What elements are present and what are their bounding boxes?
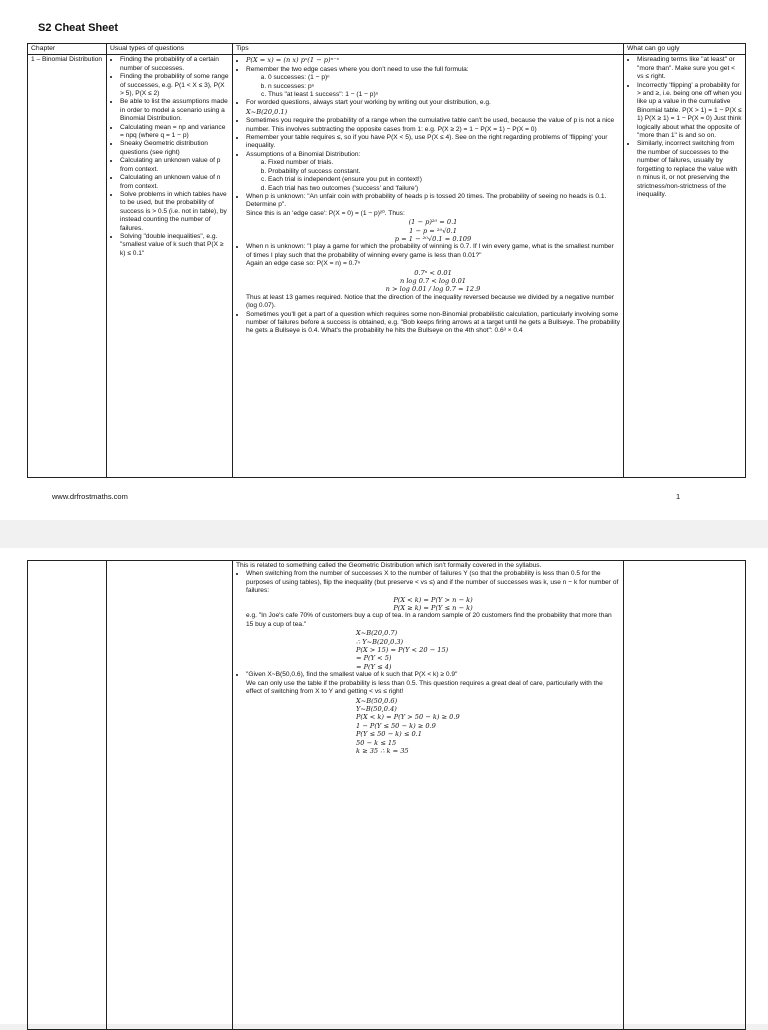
list-item: • Calculating an unknown value of n from context. [120, 174, 229, 191]
equation: P(X < k) = P(Y > 50 − k) ≥ 0.9 [356, 713, 460, 722]
header-ugly: What can go ugly [624, 44, 746, 55]
table-row [28, 561, 746, 1030]
list-item: • Calculating an unknown value of p from context. [120, 157, 229, 174]
list-item [246, 66, 620, 100]
geo-note: This is related to something called the Geometric Distribution which isn't formally covered in the syllabus. [236, 562, 542, 569]
tips-cell [233, 55, 624, 478]
page-number: 1 [676, 492, 681, 501]
list-item [246, 56, 620, 65]
worded-equation: X~B(20,0.1) [246, 107, 288, 116]
equation: p = 1 − ²⁰√0.1 = 0.109 [394, 234, 472, 243]
equation: X~B(20,0.7) [356, 629, 398, 638]
list-item: c. Each trial is independent (ensure you put in context!) [268, 176, 620, 184]
list-item: b. n successes: pⁿ [268, 83, 620, 91]
list-item: • Similarly, incorrect switching from the number of successes to the number of failures, usually by forgetting to replace the value with n minus it, or not preserving the strictness/non-strictness of the inequality. [637, 140, 742, 199]
worded-tip: For worded questions, always start your working by writing out your distribution, e.g. [246, 99, 491, 107]
list-item: • Sometimes you'll get a part of a question which requires some non-Binomial probabilistic calculation, particularly involving some number of failures before a success is obtained, e.g. "Bob keeps firing arrows at a target until he gets a Bullseye. The probability he gets a Bullseye is 0.4. What's the probability he hits the Bullseye on the 4th shot": 0.6³ × 0.4 [246, 311, 620, 336]
n-thus: Thus at least 13 games required. Notice that the direction of the inequality reversed because we divided by a negative number (log 0.07). [246, 293, 615, 310]
list-item [246, 570, 620, 671]
assumptions-intro: Assumptions of a Binomial Distribution: [246, 150, 361, 158]
cheat-sheet-table [27, 43, 746, 478]
list-item [246, 99, 620, 117]
equation: P(X < k) = P(Y > n − k) [393, 595, 473, 604]
ugly-cell [624, 561, 746, 1030]
header-types: Usual types of questions [107, 44, 233, 55]
list-item: • Solving "double inequalities", e.g. "smallest value of k such that P(X ≥ k) ≤ 0.1" [120, 233, 229, 258]
list-item: • Sometimes you require the probability of a range when the cumulative table can't be used, because the value of p is not a nice number. This involves subtracting the opposite cases from 1: e.g. P(X ≥ 2) = 1 − P(X = 1) − P(X = 0) [246, 117, 620, 134]
list-item: • Finding the probability of a certain number of successes. [120, 56, 229, 73]
p-since: Since this is an 'edge case': P(X = 0) = (1 − p)²⁰. Thus: [246, 209, 405, 217]
list-item: • Remember your table requires ≤, so if you have P(X < 5), use P(X ≤ 4). See on the right regarding problems of 'flipping' your inequality. [246, 134, 620, 151]
list-item: • Be able to list the assumptions made in order to model a scenario using a Binomial Distribution. [120, 98, 229, 123]
edge-cases-list [246, 74, 620, 99]
list-item [246, 151, 620, 193]
assumptions-list [246, 159, 620, 193]
equation: k ≥ 35 ∴ k = 35 [356, 746, 409, 755]
list-item: • Misreading terms like "at least" or "more than". Make sure you get < vs ≤ right. [637, 56, 742, 81]
cheat-sheet-table-continued [27, 560, 746, 1030]
binomial-formula: P(X = x) = (n x) pˣ(1 − p)ⁿ⁻ˣ [246, 56, 340, 65]
tips-cell [233, 561, 624, 1030]
list-item: • Sneaky Geometric distribution questions (see right) [120, 140, 229, 157]
p-unknown-tip: When p is unknown: "An unfair coin with probability of heads p is tossed 20 times. The probability of seeing no heads is 0.1. Determine p". [246, 192, 607, 209]
equation: = P(Y ≤ 4) [356, 662, 392, 671]
tips-list [236, 570, 620, 755]
list-item: • Incorrectly 'flipping' a probability for > and ≥, i.e. being one off when you like up a value in the cumulative Binomial table. P(X > 1) = 1 − P(X ≤ 1) P(X ≥ 1) = 1 − P(X = 0) Just think logically about what the opposite of "more than 1" is and so on. [637, 82, 742, 141]
list-item: b. Probability of success constant. [268, 168, 620, 176]
header-chapter: Chapter [28, 44, 107, 55]
switch-tip: When switching from the number of successes X to the number of failures Y (so that the probability is less than 0.5 for the purposes of using tables), flip the inequality (but preserve < vs ≤) and if the number of successes was k, use n − k for number of failures: [246, 570, 619, 595]
tips-list [236, 56, 620, 335]
footer-url: www.drfrostmaths.com [52, 492, 128, 501]
list-item: • Solve problems in which tables have to be used, but the probability of success is > 0.5 (i.e. not in table), by instead counting the number of failures. [120, 191, 229, 233]
page-2 [0, 548, 768, 1024]
ugly-cell [624, 55, 746, 478]
table-row [28, 55, 746, 478]
equation: Y~B(50,0.4) [356, 704, 397, 713]
page-title: S2 Cheat Sheet [38, 22, 119, 34]
equation: ∴ Y~B(20,0.3) [356, 637, 404, 646]
equation: P(Y ≤ 50 − k) ≤ 0.1 [356, 730, 422, 739]
n-unknown-tip: When n is unknown: "I play a game for which the probability of winning is 0.7. If I win every game, what is the smallest number of times I play such that the probability of winning every game is less than 0.01?" [246, 243, 614, 259]
equation: 50 − k ≤ 15 [356, 738, 397, 747]
list-item [246, 671, 620, 755]
types-list [110, 56, 229, 258]
list-item: a. 0 successes: (1 − p)ⁿ [268, 74, 620, 82]
list-item [246, 243, 620, 310]
ugly-list [627, 56, 742, 199]
table-header-row [28, 44, 746, 55]
list-item: • Calculating mean = np and variance = npq (where q = 1 − p) [120, 124, 229, 141]
list-item: d. Each trial has two outcomes ('success' and 'failure') [268, 185, 620, 193]
types-cell [107, 55, 233, 478]
equation: 1 − p = ²⁰√0.1 [409, 226, 457, 235]
edge-intro: Remember the two edge cases where you don't need to use the full formula: [246, 65, 469, 73]
equation: 1 − P(Y ≤ 50 − k) ≥ 0.9 [356, 721, 436, 730]
header-tips: Tips [233, 44, 624, 55]
list-item: c. Thus "at least 1 success": 1 − (1 − p)ⁿ [268, 91, 620, 99]
cafe-example: e.g. "In Joe's cafe 70% of customers buy a cup of tea. In a random sample of 20 customers find the probability that more than 15 buy a cup of tea." [246, 612, 612, 628]
types-cell [107, 561, 233, 1030]
list-item: a. Fixed number of trials. [268, 159, 620, 167]
equation: 0.7ⁿ < 0.01 [414, 268, 452, 277]
list-item [246, 193, 620, 243]
chapter-cell [28, 561, 107, 1030]
equation: P(X ≥ k) = P(Y ≤ n − k) [393, 604, 473, 613]
equation: (1 − p)²⁰ = 0.1 [408, 218, 458, 227]
given-note: We can only use the table if the probability is less than 0.5. This question requires a great deal of care, particularly with the effect of switching from X to Y and getting < vs ≤ right! [246, 679, 603, 696]
equation: n > log 0.01 / log 0.7 = 12.9 [385, 285, 481, 294]
chapter-cell: 1 – Binomial Distribution [28, 55, 107, 478]
equation: n log 0.7 < log 0.01 [399, 276, 467, 285]
equation: P(X > 15) = P(Y < 20 − 15) [356, 646, 449, 655]
n-again: Again an edge case so: P(X = n) = 0.7ⁿ [246, 260, 361, 268]
list-item: • Finding the probability of some range of successes, e.g. P(1 < X ≤ 3), P(X > 5), P(X ≤ 2) [120, 73, 229, 98]
equation: = P(Y < 5) [356, 654, 392, 663]
given-question: "Given X~B(50,0.6), find the smallest value of k such that P(X < k) ≥ 0.9" [246, 671, 458, 679]
equation: X~B(50,0.6) [356, 696, 398, 705]
